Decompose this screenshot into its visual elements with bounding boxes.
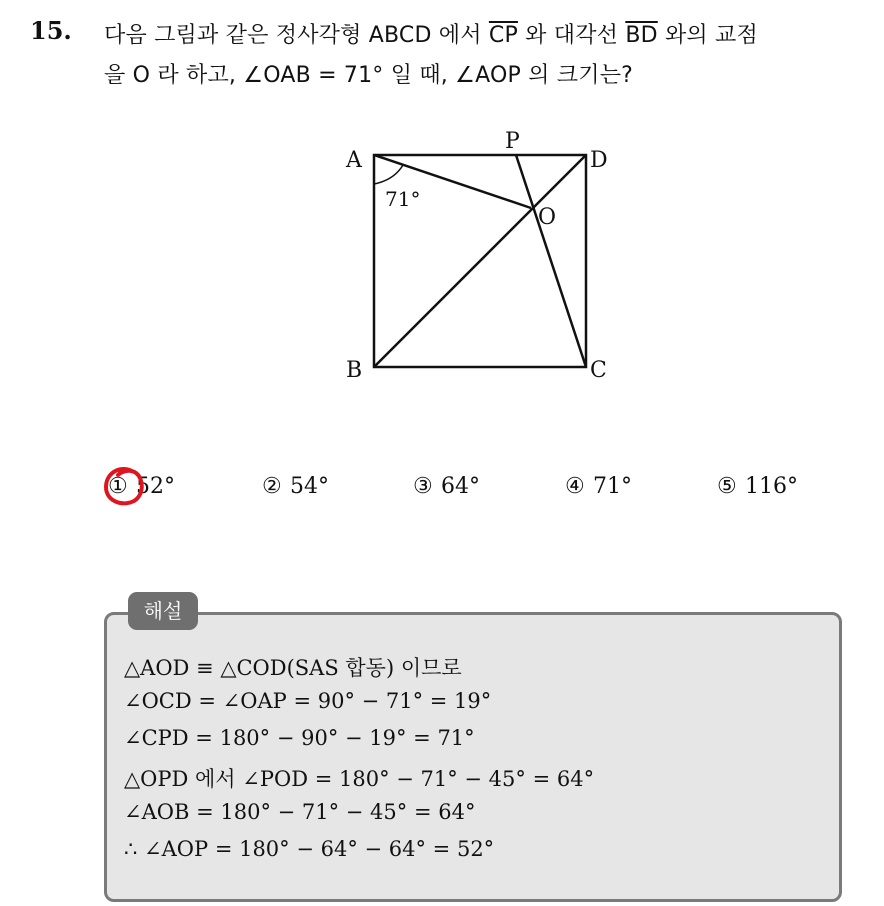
choice-number: ③ xyxy=(413,474,433,499)
question-text-line-1 xyxy=(104,18,758,49)
question-text-line-2: 을 O 라 하고, ∠OAB = 71° 일 때, ∠AOP 의 크기는? xyxy=(104,63,634,88)
choice-text: 54° xyxy=(290,474,329,499)
segment-cp: $\overline{CP}$ xyxy=(488,23,518,48)
solution-line-3: ∠CPD = 180° − 90° − 19° = 71° xyxy=(124,726,475,750)
answer-circle-mark xyxy=(102,465,146,509)
angle-label-71: 71° xyxy=(385,187,421,211)
choice-number: ⑤ xyxy=(717,474,737,499)
question-text-part: 와의 교점 xyxy=(657,23,758,48)
solution-line-6: ∴ ∠AOP = 180° − 64° − 64° = 52° xyxy=(124,837,495,861)
solution-tag: 해설 xyxy=(128,592,198,630)
label-b: B xyxy=(346,358,363,383)
choice-text: 116° xyxy=(745,474,798,499)
choice-number: ④ xyxy=(565,474,585,499)
choice-text: 64° xyxy=(441,474,480,499)
segment-bd: $\overline{BD}$ xyxy=(625,23,658,48)
question-text-part: 와 대각선 xyxy=(517,23,626,48)
choice-number: ① xyxy=(108,474,128,499)
choice-2[interactable] xyxy=(262,474,329,499)
question-text-part: 다음 그림과 같은 정사각형 ABCD 에서 xyxy=(104,23,489,48)
choice-4[interactable] xyxy=(565,474,632,499)
solution-line-1: △AOD ≡ △COD(SAS 합동) 이므로 xyxy=(124,656,462,680)
segment-cp-line xyxy=(516,155,586,367)
choice-number: ② xyxy=(262,474,282,499)
label-d: D xyxy=(590,148,608,173)
solution-line-4: △OPD 에서 ∠POD = 180° − 71° − 45° = 64° xyxy=(124,767,595,791)
solution-line-2: ∠OCD = ∠OAP = 90° − 71° = 19° xyxy=(124,689,492,713)
label-o: O xyxy=(538,205,557,230)
label-c: C xyxy=(590,358,607,383)
choice-text: 71° xyxy=(593,474,632,499)
question-number: 15. xyxy=(30,16,72,45)
label-p: P xyxy=(505,129,520,154)
choice-text: 52° xyxy=(136,474,175,499)
angle-arc-oab xyxy=(374,165,403,184)
label-a: A xyxy=(346,148,362,173)
choice-5[interactable] xyxy=(717,474,798,499)
choice-3[interactable] xyxy=(413,474,480,499)
square-figure xyxy=(330,120,630,390)
solution-line-5: ∠AOB = 180° − 71° − 45° = 64° xyxy=(124,800,476,824)
